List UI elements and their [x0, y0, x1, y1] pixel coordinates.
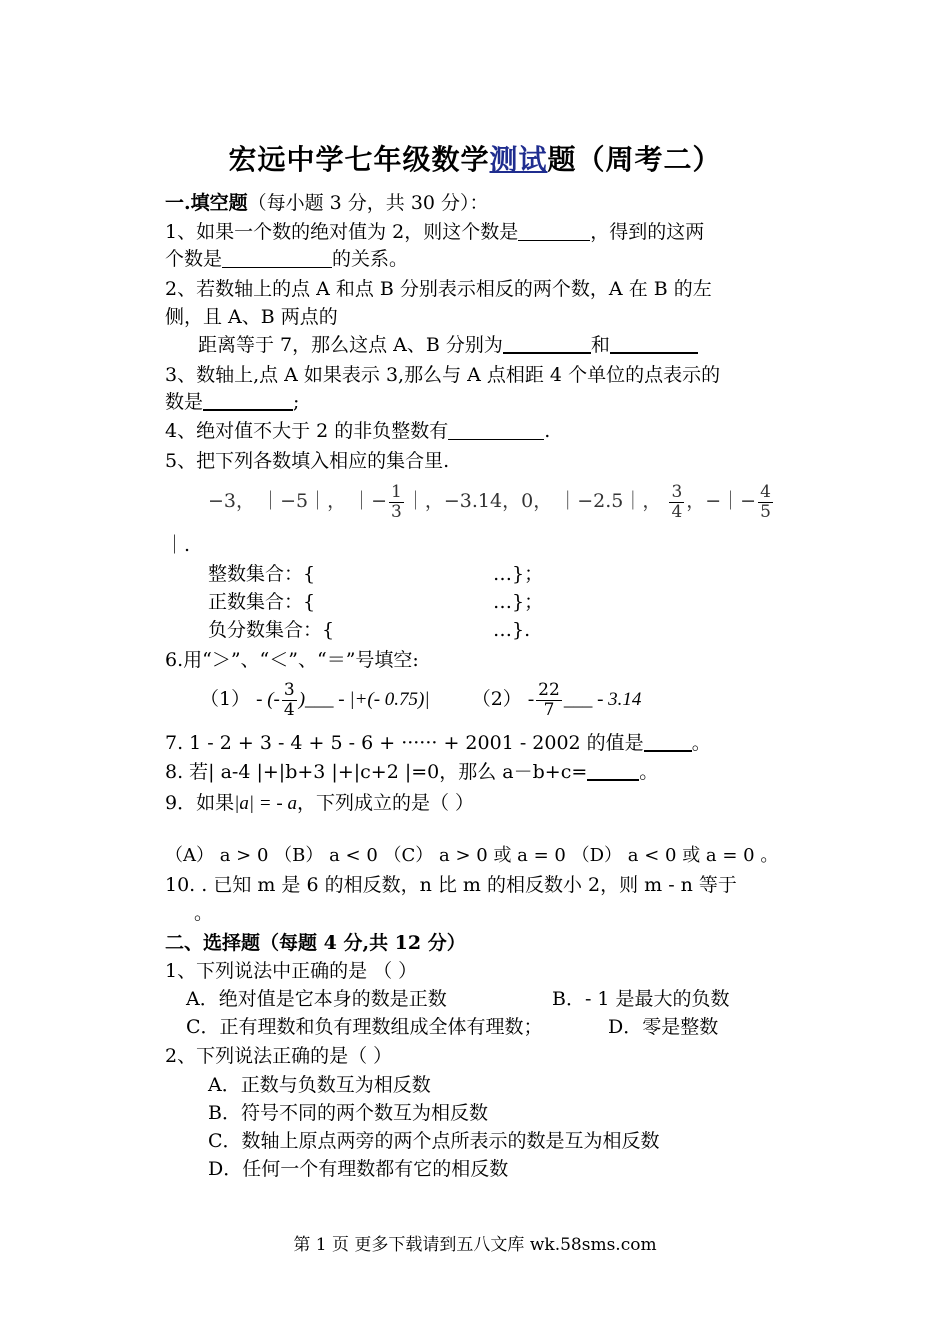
q5-num-5a: ，−｜−: [686, 490, 757, 512]
q5-f3-den: 5: [760, 501, 771, 522]
q8-text-2: 。: [639, 761, 659, 783]
q5-fraction-3: [758, 483, 773, 522]
c2-d-text: D．任何一个有理数都有它的相反数: [208, 1158, 509, 1180]
q7-text-2: 。: [691, 732, 711, 754]
q1-line1: [165, 219, 704, 245]
q9-text: 9．如果: [165, 792, 235, 814]
q9-condition: |a| = - a: [234, 793, 297, 814]
q5-f1-den: 3: [391, 501, 402, 522]
q5-fraction-2: [669, 483, 684, 522]
q1-blank-2[interactable]: [222, 249, 332, 268]
set-positive-end: …}；: [493, 591, 544, 613]
q6-fraction-2: [536, 681, 562, 720]
q8-text: 8. 若| a-4 |+|b+3 |+|c+2 |=0，那么 a－b+c=: [165, 761, 588, 783]
q6-f1-num: 3: [283, 679, 295, 700]
title-pre: 宏远中学七年级数学: [228, 143, 490, 176]
c1-a-text: A．绝对值是它本身的数是正数: [186, 988, 447, 1010]
q5-end: [165, 532, 190, 558]
q1-blank-1[interactable]: [518, 222, 590, 241]
c1-c-text: C．正有理数和负有理数组成全体有理数；: [186, 1016, 543, 1038]
section-2-title: 二、选择题（每题 4 分,共 12 分）: [165, 932, 466, 954]
set-negfrac-end: …}.: [493, 619, 531, 641]
q2-blank-1[interactable]: [503, 334, 591, 354]
c2-option-d[interactable]: [208, 1156, 508, 1182]
q6-part-2: （2）: [471, 688, 522, 710]
q5-set-positive: [208, 589, 315, 615]
q10-line1: [165, 872, 737, 898]
c2-text: 2、下列说法正确的是（ ）: [165, 1045, 393, 1067]
q5-num-2: ｜−5｜，: [261, 490, 347, 512]
q9-options-text: （A） a > 0 （B） a < 0 （C） a > 0 或 a = 0 （D） a < 0 或 a = 0 。: [165, 845, 779, 866]
q10-text-2: 。: [194, 902, 214, 924]
q2-text: 2、若数轴上的点 A 和点 B 分别表示相反的两个数，A 在 B 的左: [165, 278, 712, 300]
q6-fraction-1: [282, 681, 297, 720]
q6-f1-den: 4: [283, 699, 295, 720]
q5-num-4: ｜−2.5｜，: [558, 490, 662, 512]
q2-text-3: 距离等于 7，那么这点 A、B 分别为: [198, 334, 503, 356]
q5-end-text: ｜.: [165, 534, 191, 556]
q8-line: [165, 759, 658, 785]
q6-line1: [165, 647, 419, 673]
c2-question: [165, 1043, 392, 1069]
q5-set-positive-end: [493, 589, 543, 615]
q5-f1-num: 1: [391, 481, 402, 502]
q6-expr-1b: )___ - |+(- 0.75)|: [298, 689, 430, 710]
q5-set-negfrac: [208, 617, 334, 643]
q6-part-1: （1）: [200, 688, 251, 710]
q6-expr-2a: -: [527, 689, 535, 710]
c2-option-c[interactable]: [208, 1128, 660, 1154]
q5-set-negfrac-end: [493, 617, 530, 643]
q5-fraction-1: [389, 483, 404, 522]
section-1-heading: [165, 190, 489, 216]
q5-set-integer-end: [493, 561, 543, 587]
q6-expr-2b: ___ - 3.14: [563, 689, 642, 710]
q10-text: 10. . 已知 m 是 6 的相反数，n 比 m 的相反数小 2，则 m - n 等于: [165, 874, 737, 896]
q3-blank[interactable]: [203, 391, 293, 411]
q3-text-3: ;: [293, 391, 300, 413]
c1-option-b[interactable]: [552, 986, 730, 1012]
q5-text: 5、把下列各数填入相应的集合里.: [165, 450, 450, 472]
section-2-heading: [165, 930, 466, 956]
q2-text-4: 和: [590, 334, 610, 356]
title-link[interactable]: 测试: [489, 143, 548, 176]
c1-d-text: D．零是整数: [608, 1016, 719, 1038]
q3-text: 3、数轴上,点 A 如果表示 3,那么与 A 点相距 4 个单位的点表示的: [165, 364, 721, 386]
q7-blank[interactable]: [644, 732, 692, 752]
q9-text-2: ，下列成立的是（ ）: [296, 792, 474, 814]
q6-line2: [200, 676, 641, 723]
q5-f2-num: 3: [671, 481, 683, 502]
q8-blank[interactable]: [587, 761, 639, 781]
q2-line1: [165, 276, 712, 302]
q5-num-3a: ｜−: [352, 490, 388, 512]
q1-text-4: 的关系。: [332, 248, 409, 270]
q1-line2: [165, 246, 408, 272]
c2-a-text: A．正数与负数互为相反数: [208, 1074, 431, 1096]
q9-options: [165, 843, 778, 869]
q2-blank-2[interactable]: [610, 334, 698, 354]
q9-line: [165, 790, 474, 817]
q1-text-3: 个数是: [165, 248, 223, 270]
c2-option-b[interactable]: [208, 1100, 488, 1126]
c1-option-d[interactable]: [608, 1014, 718, 1040]
q7-text: 7. 1 - 2 + 3 - 4 + 5 - 6 + ······ + 2001 - 2002 的值是: [165, 732, 644, 754]
q2-line3: [198, 332, 698, 358]
set-negfrac-label: 负分数集合：{: [208, 619, 335, 641]
section-1-note: （每小题 3 分，共 30 分）：: [247, 192, 489, 214]
section-1-title: 一.填空题: [165, 192, 248, 214]
c2-c-text: C．数轴上原点两旁的两个点所表示的数是互为相反数: [208, 1130, 660, 1152]
q4-text-2: .: [544, 420, 551, 442]
q10-line2: [194, 900, 213, 926]
q3-line2: [165, 389, 299, 415]
c1-option-a[interactable]: [186, 986, 447, 1012]
c1-b-text: B．- 1 是最大的负数: [552, 988, 730, 1010]
q4-text: 4、绝对值不大于 2 的非负整数有: [165, 420, 449, 442]
q5-num-3b: ｜，−3.14，0，: [405, 490, 553, 512]
page-title: [0, 138, 950, 178]
q5-f2-den: 4: [671, 501, 683, 522]
q4-line: [165, 418, 550, 444]
c2-b-text: B．符号不同的两个数互为相反数: [208, 1102, 488, 1124]
q1-text: 1、如果一个数的绝对值为 2，则这个数是: [165, 221, 519, 243]
c2-option-a[interactable]: [208, 1072, 431, 1098]
set-integer-end: …}；: [493, 563, 544, 585]
page-footer: 第 1 页 更多下载请到五八文库 wk.58sms.com: [293, 1235, 657, 1255]
q3-text-2: 数是: [165, 391, 204, 413]
q5-line1: [165, 448, 449, 474]
q7-line: [165, 730, 711, 756]
q6-text: 6.用“＞”、“＜”、“＝”号填空:: [165, 649, 419, 671]
set-positive-label: 正数集合：{: [208, 591, 316, 613]
q6-f2-den: 7: [543, 699, 555, 720]
set-integer-label: 整数集合：{: [208, 563, 316, 585]
q2-line2: [165, 304, 338, 330]
q2-text-2: 侧，且 A、B 两点的: [165, 306, 338, 328]
q5-num-1: −3，: [208, 490, 256, 512]
q5-set-integer: [208, 561, 315, 587]
q4-blank[interactable]: [448, 421, 544, 440]
c1-question: [165, 958, 417, 984]
q3-line1: [165, 362, 720, 388]
c1-text: 1、下列说法中正确的是 （ ）: [165, 960, 418, 982]
q6-f2-num: 22: [538, 679, 560, 700]
q5-f3-num: 4: [760, 481, 771, 502]
title-post: 题（周考二）: [547, 143, 722, 176]
q6-expr-1a: - (-: [256, 689, 280, 710]
q5-numbers: [208, 478, 775, 524]
c1-option-c[interactable]: [186, 1014, 543, 1040]
q1-text-2: ，得到的这两: [590, 221, 705, 243]
